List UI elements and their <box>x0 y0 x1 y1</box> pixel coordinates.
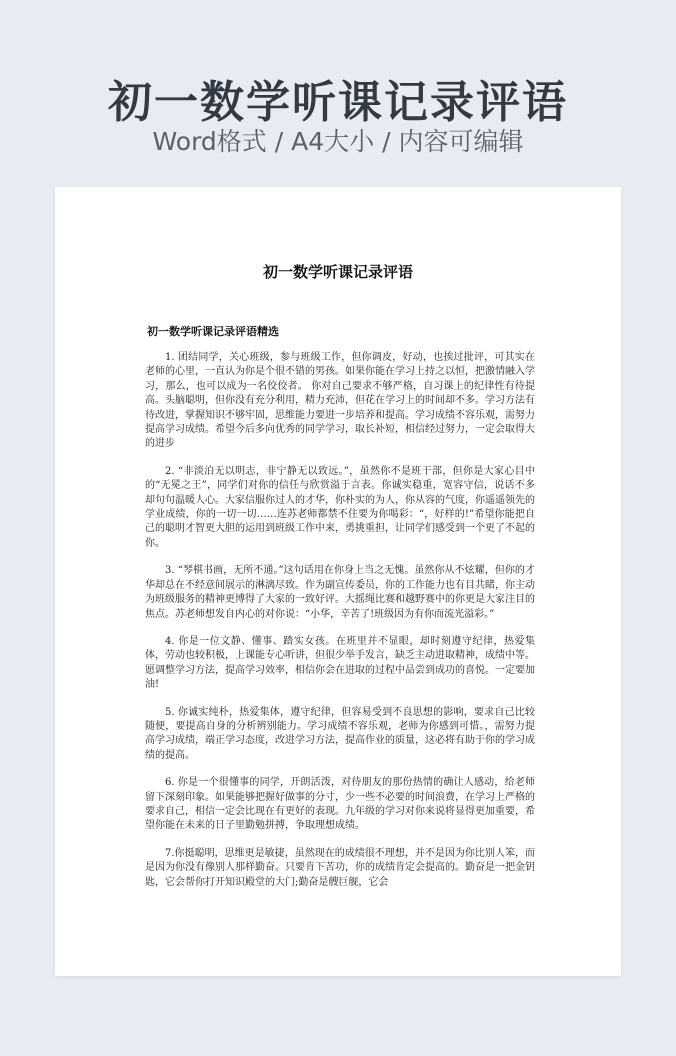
paragraph-3: 3. “琴棋书画，无所不通。”这句话用在你身上当之无愧。虽然你从不炫耀，但你的才华却总在不经意间展示的淋漓尽致。作为副宣传委员，你的工作能力也有目共睹，你主动为班级服务的精神更博得了大家的一致好评。大摇绳比赛和越野赛中的你更是大家注目的焦点。苏老师想发自内心的对你说：“小华，辛苦了!班级因为有你而流光溢彩。” <box>145 565 535 620</box>
paragraph-6: 6. 你是一个很懂事的同学，开朗活泼，对待朋友的那份热情的确让人感动，给老师留下深刻印象。如果能够把握好做事的分寸，少一些不必要的时间浪费，在学习上严格的要求自己，相信一定会比现在有更好的表现。九年级的学习对你来说将显得更加重要，希望你能在未来的日子里勤勉拼搏，争取理想成绩。 <box>145 777 535 832</box>
document-page <box>55 187 621 976</box>
paragraph-4: 4. 你是一位文静、懂事、踏实女孩。在班里并不显眼，却时刻遵守纪律，热爱集体，劳动也较积极，上课能专心听讲，但很少举手发言，缺乏主动进取精神，成绩中等。愿调整学习方法，提高学习效率，相信你会在进取的过程中品尝到成功的喜悦。一定要加油! <box>145 635 535 691</box>
paragraph-7: 7.你挺聪明，思维更是敏捷，虽然现在的成绩很不理想，并不是因为你比别人笨，而是因为你没有像别人那样勤奋。只要肯下苦功，你的成绩肯定会提高的。勤奋是一把金钥匙，它会帮你打开知识殿堂的大门;勤奋是艘巨舰，它会 <box>145 847 535 888</box>
banner-subtitle: Word格式 / A4大小 / 内容可编辑 <box>152 127 524 156</box>
banner-title: 初一数学听课记录评语 <box>108 77 568 128</box>
paragraph-5: 5. 你诚实纯朴，热爱集体，遵守纪律，但容易受到不良思想的影响，要求自己比较随便，要提高自身的分析辨别能力。学习成绩不容乐观，老师为你感到可惜。，需努力提高学习成绩，端正学习态度，改进学习方法，提高作业的质量，这必将有助于你的学习成绩的提高。 <box>145 706 535 761</box>
section-heading: 初一数学听课记录评语精选 <box>147 325 279 338</box>
document-body <box>145 351 535 903</box>
paragraph-1: 1. 团结同学，关心班级，参与班级工作，但你调皮，好动，也挨过批评，可其实在老师的心里，一直认为你是个很不错的男孩。如果你能在学习上持之以恒，把激情融入学习，那么，也可以成为一名佼佼者。 你对自己要求不够严格，自习课上的纪律性有待提高。头脑聪明，但你没有充分利用，精力充沛，但花在学习上的时间却不多。学习方法有待改进，掌握知识不够牢固，思维能力要进一步培养和提高。学习成绩不容乐观，需努力提高学习成绩。希望今后多向优秀的同学学习，取长补短，相信经过努力，一定会取得大的进步 <box>145 352 535 450</box>
paragraph-2: 2. “非淡泊无以明志，非宁静无以致远。”，虽然你不是班干部，但你是大家心目中的“无冕之王”，同学们对你的信任与欣赏溢于言表。你诚实稳重，宽容守信，说话不多却句句温暖人心。大家信服你过人的才华，你朴实的为人，你从容的气度，你遥遥领先的学业成绩，你的一切一切……连苏老师都禁不住要为你喝彩：“，好样的!”希望你能把自己的聪明才智更大胆的运用到班级工作中来，勇挑重担，让同学们感受到一个更了不起的你。 <box>145 465 535 549</box>
document-title: 初一数学听课记录评语 <box>262 263 413 281</box>
